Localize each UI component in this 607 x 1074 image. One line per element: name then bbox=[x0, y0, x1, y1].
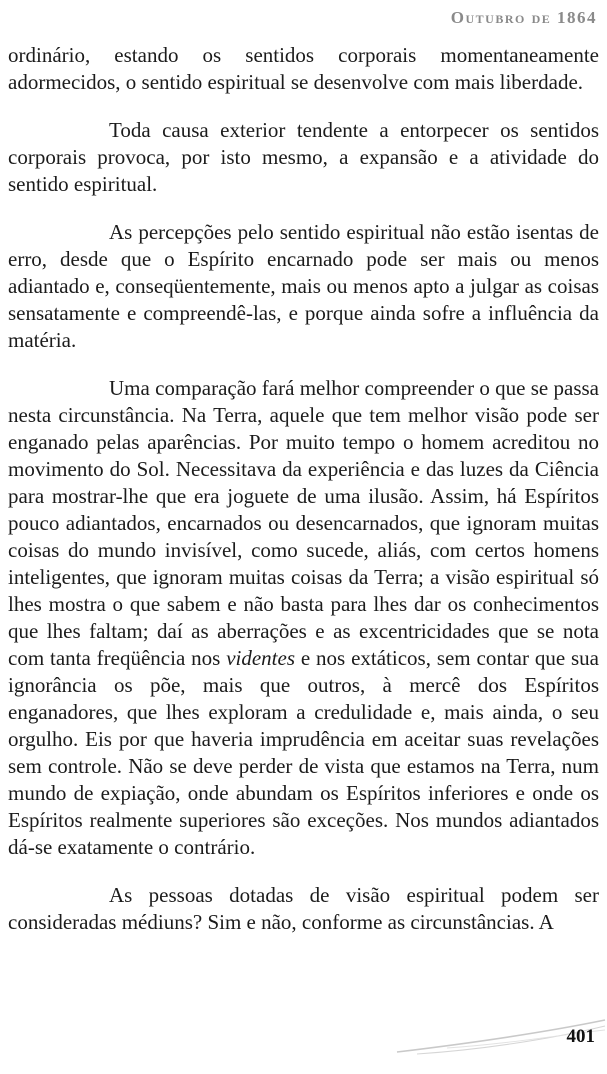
body-paragraph bbox=[8, 219, 599, 354]
italic-text: videntes bbox=[226, 646, 295, 670]
body-paragraph bbox=[8, 42, 599, 96]
page-body bbox=[8, 42, 599, 936]
paragraph-text: ordinário, estando os sentidos corporais momentaneamente adormecidos, o sentido espiritual se desenvolve com mais liberdade. bbox=[8, 43, 599, 94]
body-paragraph bbox=[8, 882, 599, 936]
paragraph-text: As pessoas dotadas de visão espiritual podem ser consideradas médiuns? Sim e não, conforme as circunstâncias. A bbox=[8, 883, 599, 934]
body-paragraph bbox=[8, 117, 599, 198]
running-header: Outubro de 1864 bbox=[450, 8, 597, 27]
paragraph-text: e nos extáticos, sem contar que sua ignorância os põe, mais que outros, à mercê dos Espíritos enganadores, que lhes exploram a credulidade e, mais ainda, o seu orgulho. Eis por que haveria imprudência em aceitar suas revelações sem controle. Não se deve perder de vista que estamos na Terra, num mundo de expiação, onde abundam os Espíritos inferiores e onde os Espíritos realmente superiores são exceções. Nos mundos adiantados dá-se exatamente o contrário. bbox=[8, 646, 599, 859]
paragraph-text: Uma comparação fará melhor compreender o que se passa nesta circunstância. Na Terra, aquele que tem melhor visão pode ser enganado pelas aparências. Por muito tempo o homem acreditou no movimento do Sol. Necessitava da experiência e das luzes da Ciência para mostrar-lhe que era joguete de uma ilusão. Assim, há Espíritos pouco adiantados, encarnados ou desencarnados, que ignoram muitas coisas do mundo invisível, como sucede, aliás, com certos homens inteligentes, que ignoram muitas coisas da Terra; a visão espiritual só lhes mostra o que sabem e não basta para lhes dar os conhecimentos que lhes faltam; daí as aberrações e as excentricidades que se nota com tanta freqüência nos bbox=[8, 376, 599, 670]
paragraph-text: Toda causa exterior tendente a entorpecer os sentidos corporais provoca, por isto mesmo, a expansão e a atividade do sentido espiritual. bbox=[8, 118, 599, 196]
body-paragraph bbox=[8, 375, 599, 861]
page-number: 401 bbox=[566, 1026, 595, 1047]
paragraph-text: As percepções pelo sentido espiritual não estão isentas de erro, desde que o Espírito encarnado pode ser mais ou menos adiantado e, conseqüentemente, mais ou menos apto a julgar as coisas sensatamente e compreendê-las, e porque ainda sofre a influência da matéria. bbox=[8, 220, 599, 352]
